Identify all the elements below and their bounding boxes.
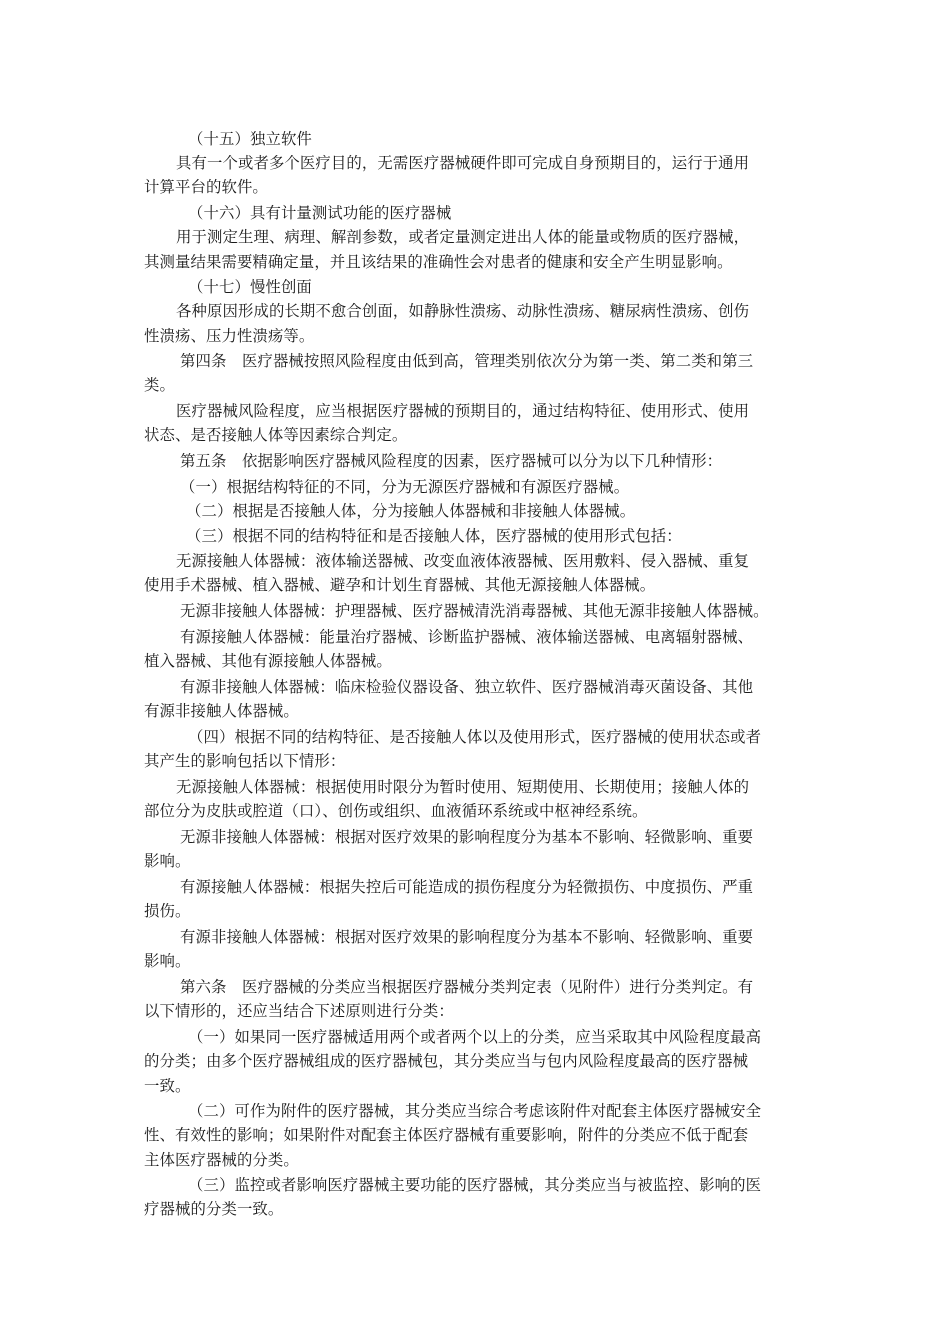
paragraph-line: 使用手术器械、植入器械、避孕和计划生育器械、其他无源接触人体器械。 bbox=[144, 576, 656, 594]
paragraph-line: 有源接触人体器械：能量治疗器械、诊断监护器械、液体输送器械、电离辐射器械、 bbox=[180, 628, 754, 646]
paragraph-line: 计算平台的软件。 bbox=[144, 178, 268, 196]
list-item: （一）如果同一医疗器械适用两个或者两个以上的分类，应当采取其中风险程度最高 bbox=[188, 1028, 762, 1046]
paragraph-line: 性、有效性的影响；如果附件对配套主体医疗器械有重要影响，附件的分类应不低于配套 bbox=[144, 1126, 749, 1144]
paragraph-line: 影响。 bbox=[144, 852, 191, 870]
paragraph-line: 有源非接触人体器械：临床检验仪器设备、独立软件、医疗器械消毒灭菌设备、其他 bbox=[180, 678, 754, 696]
paragraph-line: 无源非接触人体器械：护理器械、医疗器械清洗消毒器械、其他无源非接触人体器械。 bbox=[180, 602, 769, 620]
paragraph-line: 类。 bbox=[144, 376, 175, 394]
paragraph-line: 各种原因形成的长期不愈合创面，如静脉性溃疡、动脉性溃疡、糖尿病性溃疡、创伤 bbox=[176, 302, 750, 320]
paragraph-line: 一致。 bbox=[144, 1077, 191, 1095]
paragraph-line: 影响。 bbox=[144, 952, 191, 970]
heading-15: （十五）独立软件 bbox=[188, 130, 312, 148]
article-4: 第四条 医疗器械按照风险程度由低到高，管理类别依次分为第一类、第二类和第三 bbox=[180, 352, 754, 370]
paragraph-line: 其产生的影响包括以下情形： bbox=[144, 752, 346, 770]
paragraph-line: 植入器械、其他有源接触人体器械。 bbox=[144, 652, 392, 670]
paragraph-line: 其测量结果需要精确定量，并且该结果的准确性会对患者的健康和安全产生明显影响。 bbox=[144, 253, 733, 271]
list-item: （三）根据不同的结构特征和是否接触人体，医疗器械的使用形式包括： bbox=[186, 527, 682, 545]
paragraph-line: 有源非接触人体器械。 bbox=[144, 702, 299, 720]
heading-17: （十七）慢性创面 bbox=[188, 278, 312, 296]
paragraph-line: 部位分为皮肤或腔道（口）、创伤或组织、血液循环系统或中枢神经系统。 bbox=[144, 802, 648, 820]
article-6: 第六条 医疗器械的分类应当根据医疗器械分类判定表（见附件）进行分类判定。有 bbox=[180, 978, 754, 996]
paragraph-line: 损伤。 bbox=[144, 902, 191, 920]
list-item: （二）可作为附件的医疗器械，其分类应当综合考虑该附件对配套主体医疗器械安全 bbox=[188, 1102, 762, 1120]
heading-16: （十六）具有计量测试功能的医疗器械 bbox=[188, 204, 452, 222]
paragraph-line: 具有一个或者多个医疗目的，无需医疗器械硬件即可完成自身预期目的，运行于通用 bbox=[176, 154, 750, 172]
paragraph-line: 用于测定生理、病理、解剖参数，或者定量测定进出人体的能量或物质的医疗器械， bbox=[176, 228, 750, 246]
paragraph-line: 无源非接触人体器械：根据对医疗效果的影响程度分为基本不影响、轻微影响、重要 bbox=[180, 828, 754, 846]
paragraph-line: 以下情形的，还应当结合下述原则进行分类： bbox=[144, 1002, 454, 1020]
list-item: （一）根据结构特征的不同，分为无源医疗器械和有源医疗器械。 bbox=[180, 478, 630, 496]
list-item: （三）监控或者影响医疗器械主要功能的医疗器械，其分类应当与被监控、影响的医 bbox=[188, 1176, 762, 1194]
paragraph-line: 无源接触人体器械：根据使用时限分为暂时使用、短期使用、长期使用；接触人体的 bbox=[176, 778, 750, 796]
paragraph-line: 医疗器械风险程度，应当根据医疗器械的预期目的，通过结构特征、使用形式、使用 bbox=[176, 402, 750, 420]
paragraph-line: 性溃疡、压力性溃疡等。 bbox=[144, 327, 315, 345]
paragraph-line: 的分类；由多个医疗器械组成的医疗器械包，其分类应当与包内风险程度最高的医疗器械 bbox=[144, 1052, 749, 1070]
paragraph-line: 有源接触人体器械：根据失控后可能造成的损伤程度分为轻微损伤、中度损伤、严重 bbox=[180, 878, 754, 896]
paragraph-line: 状态、是否接触人体等因素综合判定。 bbox=[144, 426, 408, 444]
paragraph-line: 疗器械的分类一致。 bbox=[144, 1200, 284, 1218]
list-item: （四）根据不同的结构特征、是否接触人体以及使用形式，医疗器械的使用状态或者 bbox=[188, 728, 762, 746]
list-item: （二）根据是否接触人体，分为接触人体器械和非接触人体器械。 bbox=[186, 502, 636, 520]
paragraph-line: 无源接触人体器械：液体输送器械、改变血液体液器械、医用敷料、侵入器械、重复 bbox=[176, 552, 750, 570]
article-5: 第五条 依据影响医疗器械风险程度的因素，医疗器械可以分为以下几种情形： bbox=[180, 452, 723, 470]
paragraph-line: 主体医疗器械的分类。 bbox=[144, 1151, 299, 1169]
paragraph-line: 有源非接触人体器械：根据对医疗效果的影响程度分为基本不影响、轻微影响、重要 bbox=[180, 928, 754, 946]
